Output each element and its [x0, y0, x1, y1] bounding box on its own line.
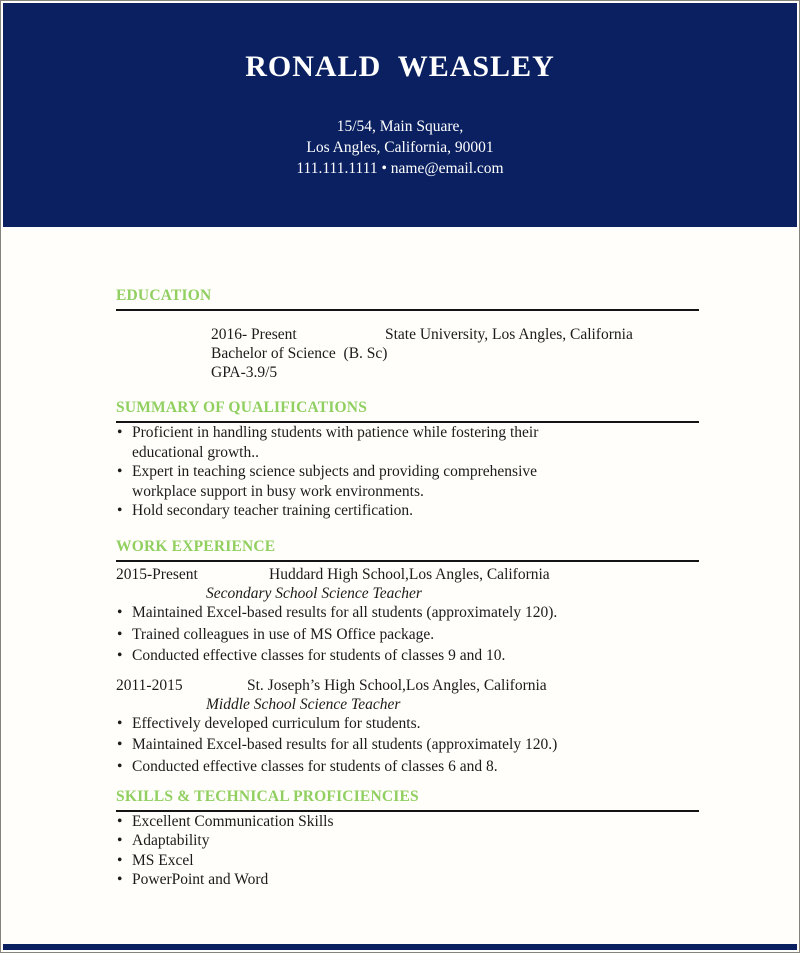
- education-date-school-row: [211, 325, 699, 344]
- summary-bullet: • Hold secondary teacher training certification.: [116, 501, 566, 521]
- skill-bullet: • PowerPoint and Word: [116, 870, 699, 890]
- address-line-1: 15/54, Main Square,: [336, 118, 464, 135]
- skills-heading-label: SKILLS & TECHNICAL PROFICIENCIES: [116, 787, 419, 805]
- work-heading-label: WORK EXPERIENCE: [116, 537, 276, 555]
- education-degree: Bachelor of Science (B. Sc): [211, 345, 388, 362]
- job-date: 2011-2015: [116, 676, 183, 694]
- phone-email-line: 111.111.1111 • name@email.com: [296, 160, 504, 177]
- summary-heading: [116, 398, 699, 423]
- contact-block: [3, 116, 797, 179]
- job-date: 2015-Present: [116, 565, 198, 583]
- footer-bar: [3, 944, 797, 950]
- job-school: Huddard High School,Los Angles, California: [269, 565, 550, 583]
- job-date-school-row: [116, 676, 699, 695]
- summary-bullet: • Expert in teaching science subjects and providing comprehensive workplace support in busy work environments.: [116, 462, 566, 501]
- section-education: [116, 286, 699, 382]
- job-date-school-row: [116, 565, 699, 584]
- job-school: St. Joseph’s High School,Los Angles, California: [247, 676, 547, 694]
- job-entry: [116, 676, 699, 777]
- job-bullet: • Maintained Excel-based results for all students (approximately 120.): [116, 735, 699, 755]
- job-entry: [116, 565, 699, 666]
- header-banner: [3, 3, 797, 227]
- work-heading: [116, 537, 699, 562]
- job-bullet-list: [116, 714, 699, 777]
- summary-heading-label: SUMMARY OF QUALIFICATIONS: [116, 399, 368, 416]
- summary-bullet-list: [116, 423, 699, 521]
- summary-bullet: • Proficient in handling students with patience while fostering their educational growth..: [116, 423, 566, 462]
- education-gpa: GPA-3.9/5: [211, 364, 278, 381]
- job-role: Middle School Science Teacher: [206, 695, 401, 713]
- job-bullet: • Maintained Excel-based results for all students (approximately 120).: [116, 603, 699, 623]
- education-heading-label: EDUCATION: [116, 287, 212, 304]
- job-bullet-list: [116, 603, 699, 666]
- skill-bullet: • MS Excel: [116, 851, 699, 871]
- job-role: Secondary School Science Teacher: [206, 584, 422, 602]
- skills-bullet-list: [116, 812, 699, 890]
- job-bullet: • Trained colleagues in use of MS Office package.: [116, 625, 699, 645]
- education-entry: [211, 325, 699, 382]
- candidate-name: RONALD WEASLEY: [245, 50, 555, 83]
- section-work-experience: [116, 537, 699, 777]
- education-school: State University, Los Angles, California: [385, 326, 633, 343]
- address-line-2: Los Angles, California, 90001: [306, 139, 494, 156]
- education-date: 2016- Present: [211, 326, 297, 343]
- job-bullet: • Conducted effective classes for students of classes 6 and 8.: [116, 757, 699, 777]
- education-heading: [116, 286, 699, 311]
- section-skills: [116, 787, 699, 890]
- job-bullet: • Effectively developed curriculum for students.: [116, 714, 699, 734]
- skill-bullet: • Excellent Communication Skills: [116, 812, 699, 832]
- job-bullet: • Conducted effective classes for students of classes 9 and 10.: [116, 646, 699, 666]
- skill-bullet: • Adaptability: [116, 831, 699, 851]
- skills-heading: [116, 787, 699, 812]
- resume-body: [116, 286, 699, 890]
- section-summary: [116, 398, 699, 521]
